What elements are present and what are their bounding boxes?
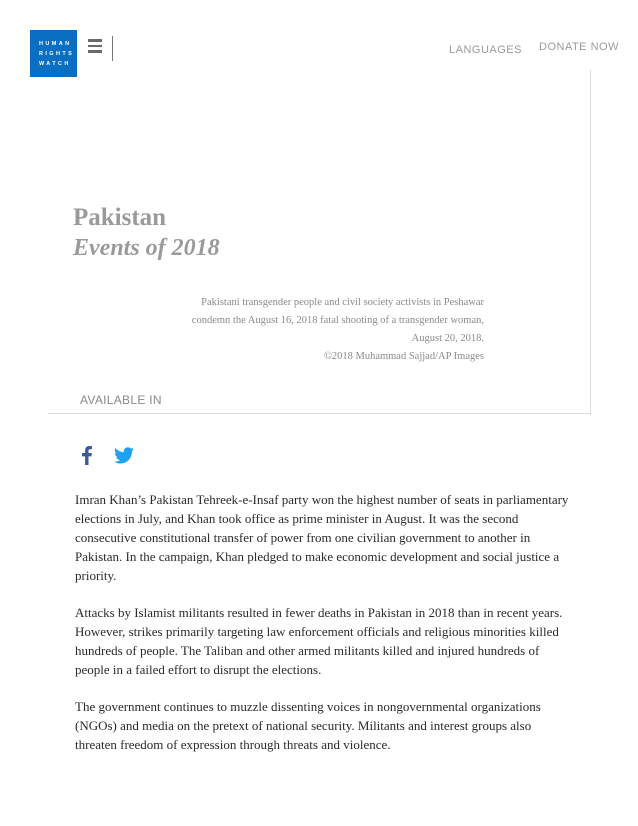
caption-line: Pakistani transgender people and civil society activists in Peshawar <box>201 297 484 308</box>
logo-line-watch: WATCH <box>39 61 71 67</box>
donate-now-link[interactable]: DONATE NOW <box>539 41 619 53</box>
hero-frame-bottom <box>48 413 591 414</box>
photo-credit: ©2018 Muhammad Sajjad/AP Images <box>323 351 484 362</box>
article-paragraph: The government continues to muzzle dissenting voices in nongovernmental organizations (NGOs) and media on the pretext of national security. Militants and interest groups also threaten freedom of expression through threats and violence. <box>75 699 541 752</box>
header-divider <box>112 36 113 61</box>
languages-link[interactable]: LANGUAGES <box>449 44 522 56</box>
facebook-icon[interactable] <box>82 446 92 465</box>
hero-frame-right <box>590 70 591 415</box>
page-subtitle: Events of 2018 <box>73 235 220 261</box>
twitter-icon[interactable] <box>114 447 134 464</box>
caption-line: condemn the August 16, 2018 fatal shooting of a transgender woman, <box>191 315 484 326</box>
photo-caption <box>160 294 484 366</box>
logo-line-human: HUMAN <box>39 41 72 47</box>
available-in-label[interactable]: AVAILABLE IN <box>80 393 162 407</box>
article-paragraph: Imran Khan’s Pakistan Tehreek-e-Insaf party won the highest number of seats in parliamentary elections in July, and Khan took office as prime minister in August. It was the second consecutive constitutional transfer of power from one civilian government to another in Pakistan. In the campaign, Khan pledged to make economic development and social justice a priority. <box>75 492 569 583</box>
article-body <box>75 490 571 772</box>
hamburger-menu-icon[interactable] <box>88 39 104 53</box>
logo-line-rights: RIGHTS <box>39 51 75 57</box>
page-title: Pakistan <box>73 204 167 231</box>
article-paragraph: Attacks by Islamist militants resulted in fewer deaths in Pakistan in 2018 than in recent years. However, strikes primarily targeting law enforcement officials and religious minorities killed hundreds of people. The Taliban and other armed militants killed and injured hundreds of people in a failed effort to disrupt the elections. <box>75 605 563 677</box>
caption-line: August 20, 2018. <box>411 333 484 344</box>
hrw-logo[interactable] <box>30 30 77 77</box>
